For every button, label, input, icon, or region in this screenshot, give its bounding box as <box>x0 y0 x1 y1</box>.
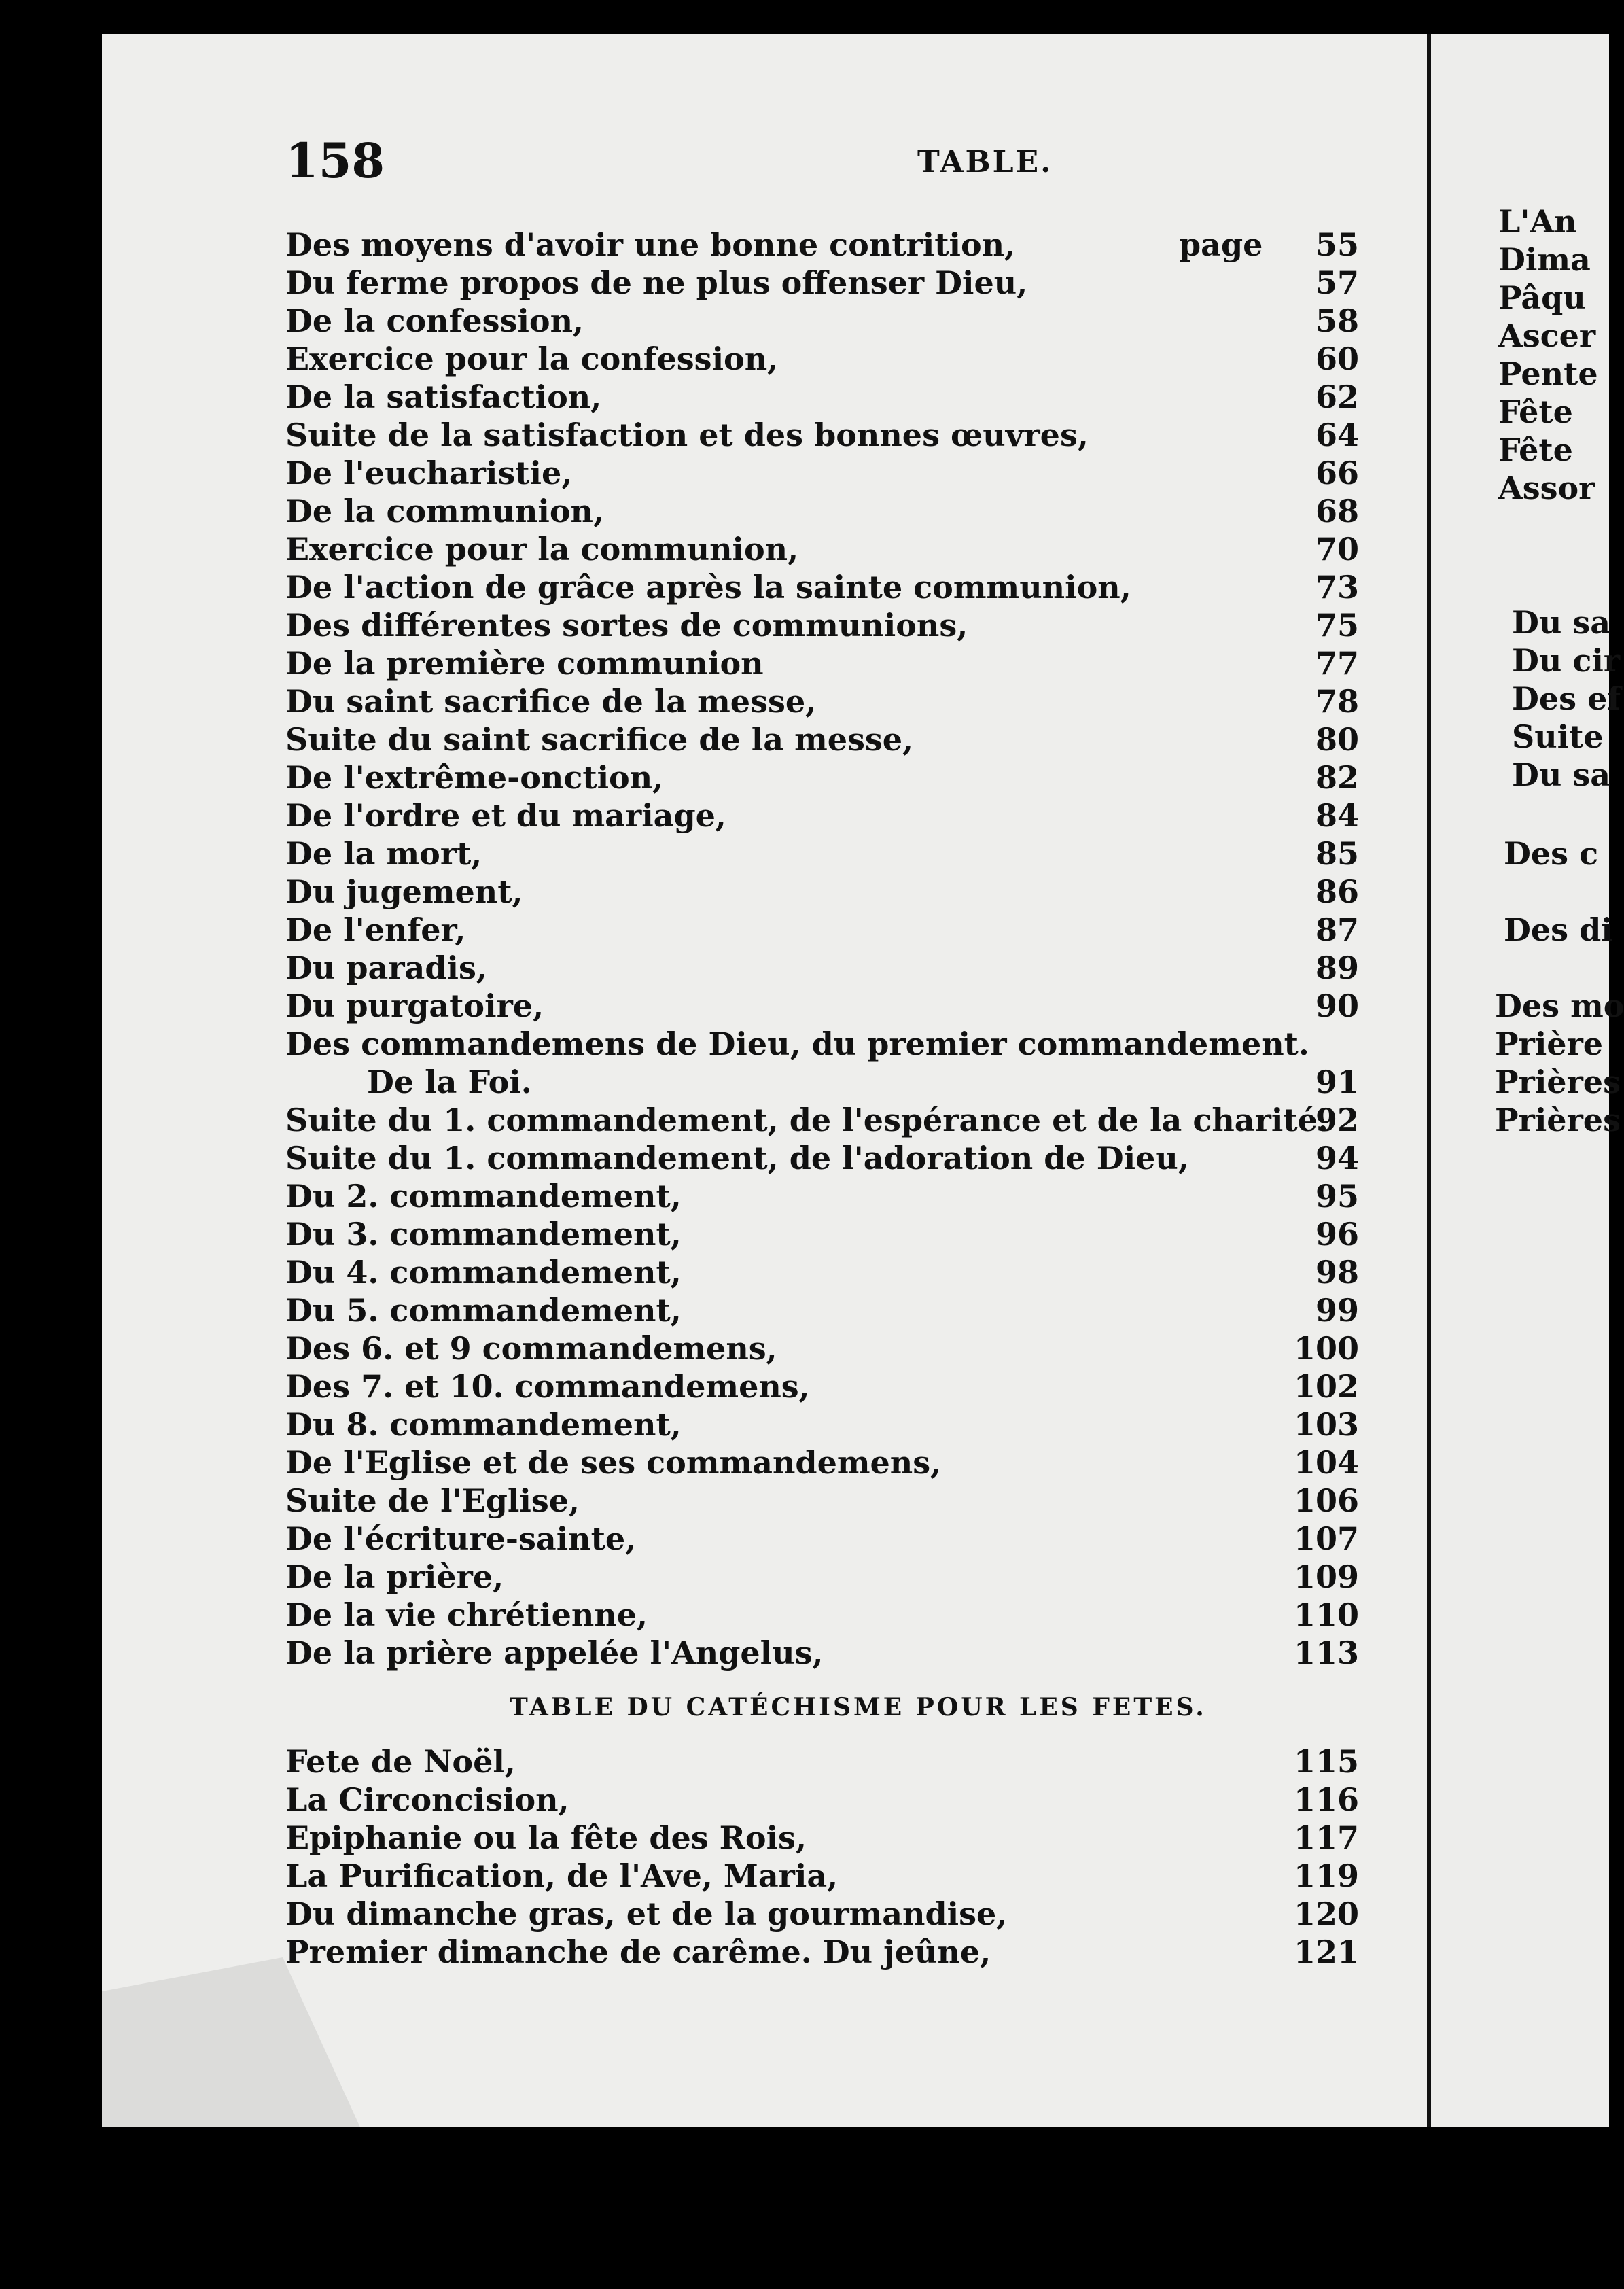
entry-page-number: 103 <box>1293 1406 1359 1443</box>
entry-title: Exercice pour la confession, <box>285 340 779 377</box>
entry-page-number: 109 <box>1293 1558 1359 1595</box>
right-page-entry: Des ef <box>1512 680 1621 717</box>
entry-title: Premier dimanche de carême. Du jeûne, <box>285 1934 991 1970</box>
entry-title: Exercice pour la communion, <box>285 531 799 567</box>
right-page-entry: Des mo <box>1495 988 1624 1024</box>
entry-page-number: 106 <box>1293 1482 1359 1519</box>
entry-page-number: 117 <box>1293 1819 1359 1856</box>
toc-entry <box>285 606 1359 644</box>
entry-title: De la vie chrétienne, <box>285 1596 648 1633</box>
entry-title: De l'extrême-onction, <box>285 759 664 796</box>
entry-title: Des commandemens de Dieu, du premier commandement. <box>285 1026 1309 1062</box>
right-page-entry: Suite <box>1512 718 1604 755</box>
entry-title: De l'eucharistie, <box>285 455 573 491</box>
entry-page-number: 82 <box>1315 759 1359 796</box>
right-page-entry: Prière <box>1495 1026 1604 1062</box>
entry-page-number: 102 <box>1293 1368 1359 1405</box>
right-page-entry: Assor <box>1498 470 1595 506</box>
toc-entry <box>285 797 1359 835</box>
right-page-entry: Ascer <box>1498 317 1596 354</box>
toc-entry <box>285 492 1359 530</box>
entry-page-number: 75 <box>1315 607 1359 644</box>
table-of-contents <box>285 226 1359 1971</box>
entry-title: Du 8. commandement, <box>285 1406 682 1443</box>
entry-page-number: 77 <box>1315 645 1359 682</box>
entry-page-number: 107 <box>1293 1520 1359 1557</box>
entry-page-number: 87 <box>1315 911 1359 948</box>
entry-page-number: 91 <box>1315 1064 1359 1100</box>
right-page-list-4 <box>1495 987 1624 1139</box>
toc-entry <box>285 1743 1359 1781</box>
entry-page-number: 57 <box>1315 264 1359 301</box>
entry-page-number: 89 <box>1315 949 1359 986</box>
toc-entry <box>285 1857 1359 1895</box>
entry-page-number: 116 <box>1293 1781 1359 1818</box>
toc-entry <box>285 1329 1359 1367</box>
entry-title: Suite du 1. commandement, de l'espérance et de la charité. <box>285 1102 1328 1138</box>
page-label: page <box>1179 226 1263 263</box>
toc-entry <box>285 1063 1359 1101</box>
entry-title: Du dimanche gras, et de la gourmandise, <box>285 1895 1008 1932</box>
entry-title: Du 4. commandement, <box>285 1254 682 1291</box>
entry-title: De la Foi. <box>367 1064 532 1100</box>
entry-title: De la prière, <box>285 1558 504 1595</box>
entry-page-number: 70 <box>1315 531 1359 567</box>
entry-title: La Circoncision, <box>285 1781 569 1818</box>
entry-title: Du purgatoire, <box>285 988 544 1024</box>
toc-entry <box>285 949 1359 987</box>
toc-entry <box>285 987 1359 1025</box>
right-page-entry: L'An <box>1498 203 1577 240</box>
entry-title: Fete de Noël, <box>285 1743 516 1780</box>
toc-entry <box>285 1819 1359 1857</box>
page-number: 158 <box>285 133 385 189</box>
entry-title: Suite de l'Eglise, <box>285 1482 580 1519</box>
entry-title: Du 2. commandement, <box>285 1178 682 1215</box>
right-page-list-3 <box>1504 835 1614 949</box>
entry-page-number: 94 <box>1315 1140 1359 1176</box>
entry-title: De l'enfer, <box>285 911 466 948</box>
entry-page-number: 113 <box>1293 1635 1359 1671</box>
right-page-entry: Du sa <box>1512 756 1611 793</box>
entry-title: Des 6. et 9 commandemens, <box>285 1330 777 1367</box>
right-page-entry: Fête <box>1498 432 1573 468</box>
toc-entry <box>285 340 1359 378</box>
toc-entry <box>285 1596 1359 1634</box>
toc-entry <box>285 1933 1359 1971</box>
toc-entry <box>285 1139 1359 1177</box>
toc-entry <box>285 873 1359 911</box>
entry-page-number: 104 <box>1293 1444 1359 1481</box>
entry-page-number: 100 <box>1293 1330 1359 1367</box>
right-page-entry: Pâqu <box>1498 279 1586 316</box>
toc-entry <box>285 1177 1359 1215</box>
toc-entry <box>285 1405 1359 1444</box>
entry-page-number: 99 <box>1315 1292 1359 1329</box>
toc-entry <box>285 1482 1359 1520</box>
right-page-entry: Du cir <box>1512 642 1621 679</box>
entry-title: Epiphanie ou la fête des Rois, <box>285 1819 807 1856</box>
entry-page-number: 62 <box>1315 379 1359 415</box>
entry-page-number: 86 <box>1315 873 1359 910</box>
right-page-entry: Dima <box>1498 241 1591 278</box>
entry-title: Du ferme propos de ne plus offenser Dieu, <box>285 264 1028 301</box>
toc-entry <box>285 835 1359 873</box>
entry-page-number: 80 <box>1315 721 1359 758</box>
entry-title: De l'ordre et du mariage, <box>285 797 726 834</box>
entry-page-number: 110 <box>1293 1596 1359 1633</box>
right-page-entry: Fête <box>1498 394 1573 430</box>
toc-entry <box>285 1895 1359 1933</box>
entry-page-number: 95 <box>1315 1178 1359 1215</box>
entry-page-number: 121 <box>1293 1934 1359 1970</box>
toc-entry <box>285 1520 1359 1558</box>
entry-title: Du 3. commandement, <box>285 1216 682 1253</box>
entry-title: Du 5. commandement, <box>285 1292 682 1329</box>
toc-entry <box>285 1634 1359 1672</box>
entry-title: De la prière appelée l'Angelus, <box>285 1635 824 1671</box>
entry-title: De la mort, <box>285 835 482 872</box>
entry-page-number: 90 <box>1315 988 1359 1024</box>
entry-page-number: 60 <box>1315 340 1359 377</box>
toc-entry <box>285 644 1359 682</box>
entry-page-number: 120 <box>1293 1895 1359 1932</box>
right-page-list-1 <box>1498 203 1609 507</box>
entry-page-number: 84 <box>1315 797 1359 834</box>
entry-title: Suite de la satisfaction et des bonnes œuvres, <box>285 417 1089 453</box>
entry-page-number: 68 <box>1315 493 1359 529</box>
right-page-entry: Du sa <box>1512 604 1611 641</box>
toc-entry <box>285 682 1359 720</box>
entry-title: De l'action de grâce après la sainte communion, <box>285 569 1131 606</box>
right-page-entry: Prières <box>1495 1102 1621 1138</box>
entry-title: De la communion, <box>285 493 605 529</box>
toc-entry <box>285 416 1359 454</box>
entry-title: Du jugement, <box>285 873 523 910</box>
toc-entry <box>285 378 1359 416</box>
right-page-entry: Prières <box>1495 1064 1621 1100</box>
toc-entry <box>285 1367 1359 1405</box>
right-page-entry: Pente <box>1498 355 1598 392</box>
toc-entry <box>285 1444 1359 1482</box>
entry-page-number: 73 <box>1315 569 1359 606</box>
entry-title: De la confession, <box>285 302 584 339</box>
toc-entry <box>285 568 1359 606</box>
entry-title: De la satisfaction, <box>285 379 602 415</box>
entry-title: De l'Eglise et de ses commandemens, <box>285 1444 942 1481</box>
toc-entry <box>285 1025 1359 1063</box>
right-page-entry: Des di <box>1504 911 1613 948</box>
page-header <box>183 133 1352 187</box>
entry-page-number: 55 <box>1315 226 1359 263</box>
entry-page-number: 115 <box>1293 1743 1359 1780</box>
entry-title: La Purification, de l'Ave, Maria, <box>285 1857 839 1894</box>
toc-entry <box>285 758 1359 797</box>
toc-entry <box>285 264 1359 302</box>
toc-entry <box>285 302 1359 340</box>
toc-entry <box>285 1291 1359 1329</box>
right-page-entry: Des c <box>1504 835 1599 872</box>
toc-entry <box>285 226 1359 264</box>
toc-entry <box>285 911 1359 949</box>
toc-entry <box>285 1101 1359 1139</box>
entry-page-number: 96 <box>1315 1216 1359 1253</box>
entry-title: Suite du saint sacrifice de la messe, <box>285 721 914 758</box>
section-title: TABLE DU CATÉCHISME POUR LES FETES. <box>510 1693 1207 1722</box>
toc-entry <box>285 1558 1359 1596</box>
toc-entry <box>285 1781 1359 1819</box>
entry-page-number: 78 <box>1315 683 1359 720</box>
entry-page-number: 58 <box>1315 302 1359 339</box>
entry-page-number: 119 <box>1293 1857 1359 1894</box>
toc-entry <box>285 1253 1359 1291</box>
entry-title: Suite du 1. commandement, de l'adoration de Dieu, <box>285 1140 1189 1176</box>
entry-title: Des moyens d'avoir une bonne contrition, <box>285 226 1016 263</box>
entry-title: De la première communion <box>285 645 764 682</box>
entry-title: Des différentes sortes de communions, <box>285 607 968 644</box>
running-title: TABLE. <box>917 145 1053 179</box>
entry-page-number: 66 <box>1315 455 1359 491</box>
entry-title: Du paradis, <box>285 949 487 986</box>
entry-page-number: 85 <box>1315 835 1359 872</box>
toc-entry <box>285 530 1359 568</box>
right-page-list-2 <box>1512 604 1623 794</box>
entry-title: Des 7. et 10. commandemens, <box>285 1368 810 1405</box>
entry-title: Du saint sacrifice de la messe, <box>285 683 817 720</box>
entry-page-number: 64 <box>1315 417 1359 453</box>
entry-page-number: 98 <box>1315 1254 1359 1291</box>
toc-entry <box>285 1215 1359 1253</box>
entry-title: De l'écriture-sainte, <box>285 1520 637 1557</box>
entry-page-number: 92 <box>1315 1102 1359 1138</box>
toc-entry <box>285 454 1359 492</box>
toc-entry <box>285 720 1359 758</box>
